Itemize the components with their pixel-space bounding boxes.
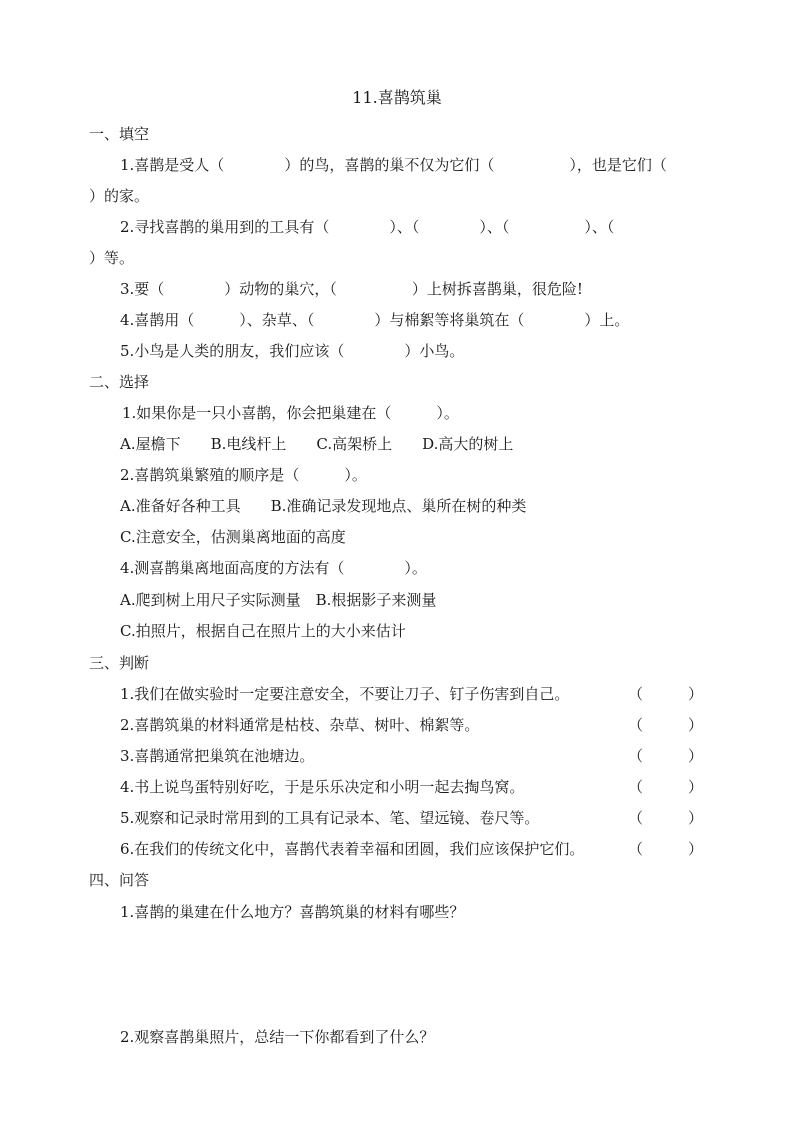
section-heading-choice: 二、选择 bbox=[89, 373, 150, 391]
page-title: 11.喜鹊筑巢 bbox=[352, 88, 442, 107]
choice-question-4-options-ab: A.爬到树上用尺子实际测量 B.根据影子来测量 bbox=[120, 591, 437, 609]
judge-answer-paren-1: （ ） bbox=[628, 685, 704, 703]
fill-blank-question-2-cont: ）等。 bbox=[89, 249, 135, 267]
judge-answer-paren-5: （ ） bbox=[628, 809, 704, 827]
fill-blank-question-5: 5.小鸟是人类的朋友，我们应该（ ）小鸟。 bbox=[120, 342, 465, 360]
choice-question-4-option-c: C.拍照片，根据自己在照片上的大小来估计 bbox=[120, 622, 406, 640]
fill-blank-question-3: 3.要（ ）动物的巢穴，（ ）上树拆喜鹊巢，很危险! bbox=[120, 280, 583, 298]
choice-question-2-options-ab: A.准备好各种工具 B.准确记录发现地点、巢所在树的种类 bbox=[120, 497, 527, 515]
qa-question-1: 1.喜鹊的巢建在什么地方？喜鹊筑巢的材料有哪些？ bbox=[120, 903, 465, 921]
choice-question-2: 2.喜鹊筑巢繁殖的顺序是（ ）。 bbox=[120, 466, 367, 484]
section-heading-judge: 三、判断 bbox=[89, 654, 150, 672]
fill-blank-question-2: 2.寻找喜鹊的巢用到的工具有（ ）、（ ）、（ ）、（ bbox=[120, 218, 615, 236]
judge-answer-paren-4: （ ） bbox=[628, 778, 704, 796]
section-heading-qa: 四、问答 bbox=[89, 871, 150, 889]
section-heading-fill-blank: 一、填空 bbox=[89, 125, 150, 143]
fill-blank-question-1-cont: ）的家。 bbox=[89, 187, 150, 205]
choice-question-1-options: A.屋檐下 B.电线杆上 C.高架桥上 D.高大的树上 bbox=[120, 435, 514, 453]
judge-item-5: 5.观察和记录时常用到的工具有记录本、笔、望远镜、卷尺等。 bbox=[120, 809, 540, 827]
judge-item-4: 4.书上说鸟蛋特别好吃，于是乐乐决定和小明一起去掏鸟窝。 bbox=[120, 778, 525, 796]
fill-blank-question-4: 4.喜鹊用（ ）、杂草、（ ）与棉絮等将巢筑在（ ）上。 bbox=[120, 311, 630, 329]
choice-question-2-option-c: C.注意安全，估测巢离地面的高度 bbox=[120, 528, 346, 546]
fill-blank-question-1: 1.喜鹊是受人（ ）的鸟，喜鹊的巢不仅为它们（ ），也是它们（ bbox=[120, 156, 667, 174]
judge-answer-paren-6: （ ） bbox=[628, 840, 704, 858]
choice-question-1: 1.如果你是一只小喜鹊，你会把巢建在（ ）。 bbox=[122, 404, 459, 422]
choice-question-4: 4.测喜鹊巢离地面高度的方法有（ ）。 bbox=[120, 559, 427, 577]
qa-question-2: 2.观察喜鹊巢照片，总结一下你都看到了什么？ bbox=[120, 1028, 435, 1046]
judge-item-1: 1.我们在做实验时一定要注意安全，不要让刀子、钉子伤害到自己。 bbox=[120, 685, 570, 703]
judge-item-3: 3.喜鹊通常把巢筑在池塘边。 bbox=[120, 747, 315, 765]
judge-answer-paren-3: （ ） bbox=[628, 747, 704, 765]
judge-answer-paren-2: （ ） bbox=[628, 716, 704, 734]
judge-item-2: 2.喜鹊筑巢的材料通常是枯枝、杂草、树叶、棉絮等。 bbox=[120, 716, 480, 734]
judge-item-6: 6.在我们的传统文化中，喜鹊代表着幸福和团圆，我们应该保护它们。 bbox=[120, 840, 585, 858]
